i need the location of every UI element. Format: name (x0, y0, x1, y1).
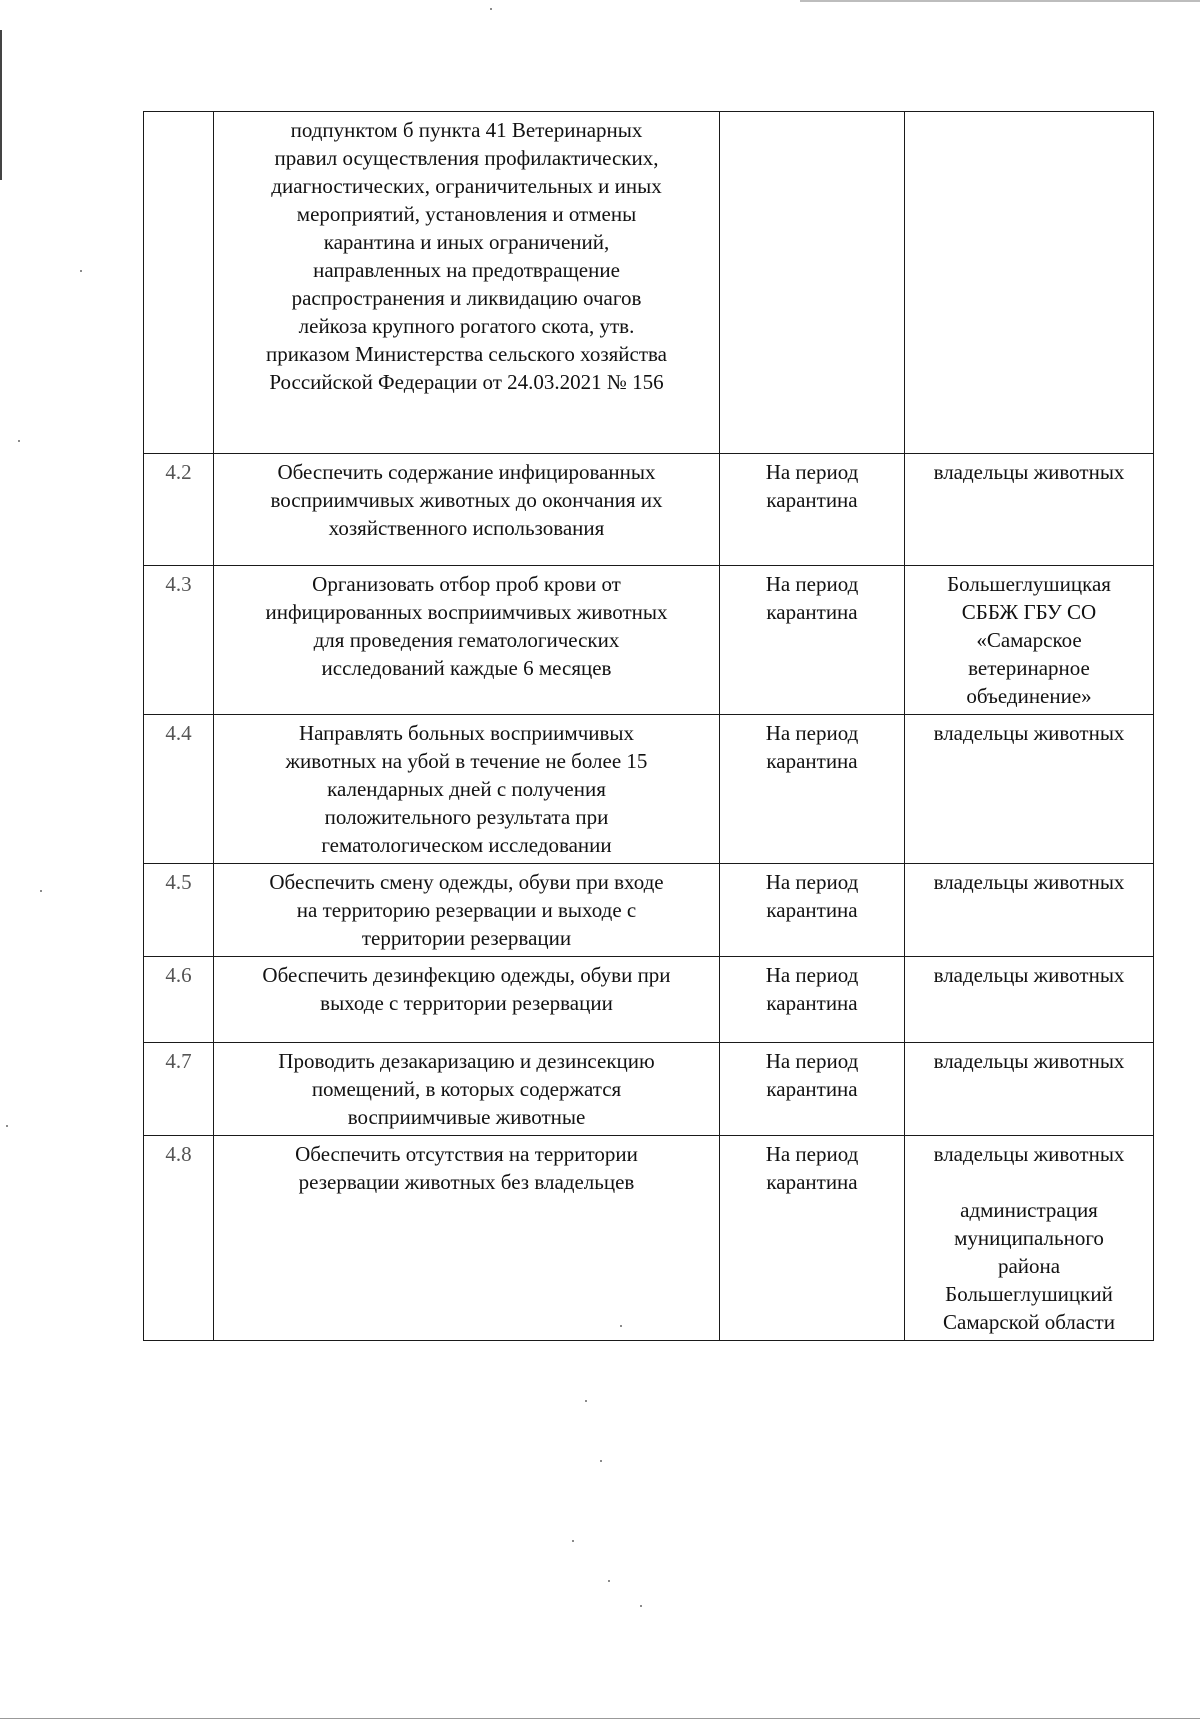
responsible-line: района (997, 1254, 1061, 1278)
term-cell (720, 715, 905, 864)
responsible-cell (905, 566, 1154, 715)
responsible-line: «Самарское (976, 628, 1082, 652)
responsible-cell (905, 454, 1154, 566)
scan-left-edge (0, 30, 8, 180)
term-line: На период (765, 460, 859, 484)
spacer (911, 1168, 1147, 1196)
action-line: распространения и ликвидацию очагов (291, 286, 642, 310)
action-line: Направлять больных восприимчивых (298, 721, 635, 745)
row-number: 4.8 (144, 1136, 214, 1341)
action-cell (214, 566, 720, 715)
responsible-line: владельцы животных (933, 1049, 1125, 1073)
scan-speck (6, 1125, 8, 1127)
term-cell (720, 957, 905, 1043)
responsible-line: Большеглушицкая (947, 572, 1111, 596)
action-line: лейкоза крупного рогатого скота, утв. (298, 314, 635, 338)
term-cell (720, 566, 905, 715)
responsible-line: муниципального (954, 1226, 1104, 1250)
action-line: инфицированных восприимчивых животных (265, 600, 668, 624)
term-cell (720, 454, 905, 566)
action-line: Российской Федерации от 24.03.2021 № 156 (269, 370, 664, 394)
table-row (144, 1043, 1154, 1136)
scan-speck (608, 1580, 610, 1582)
action-cell (214, 864, 720, 957)
action-cell (214, 112, 720, 454)
scan-speck (585, 1400, 587, 1402)
term-cell (720, 112, 905, 454)
action-cell (214, 1136, 720, 1341)
action-line: на территорию резервации и выходе с (296, 898, 637, 922)
responsible-cell (905, 715, 1154, 864)
term-line: На период (765, 1049, 859, 1073)
action-line: подпунктом б пункта 41 Ветеринарных (290, 118, 643, 142)
row-number: 4.6 (144, 957, 214, 1043)
action-line: хозяйственного использования (328, 516, 605, 540)
action-line: направленных на предотвращение (313, 258, 620, 282)
table-row (144, 1136, 1154, 1341)
responsible-line: владельцы животных (933, 963, 1125, 987)
action-line: мероприятий, установления и отмены (296, 202, 637, 226)
action-line: правил осуществления профилактических, (274, 146, 659, 170)
action-cell (214, 454, 720, 566)
term-line: карантина (766, 600, 858, 624)
scan-speck (640, 1605, 642, 1607)
responsible-line: Большеглушицкий (945, 1282, 1113, 1306)
action-line: помещений, в которых содержатся (311, 1077, 622, 1101)
action-cell (214, 1043, 720, 1136)
action-line: положительного результата при (324, 805, 609, 829)
measures-table (143, 111, 1154, 1341)
scan-bottom-edge (0, 1718, 1200, 1719)
term-cell (720, 864, 905, 957)
table-row (144, 957, 1154, 1043)
action-cell (214, 715, 720, 864)
responsible-line: владельцы животных (933, 460, 1125, 484)
responsible-cell (905, 1136, 1154, 1341)
scan-top-edge (800, 0, 1200, 2)
scan-speck (80, 270, 82, 272)
action-line: приказом Министерства сельского хозяйства (265, 342, 667, 366)
responsible-line: Самарской области (943, 1310, 1115, 1334)
action-line: гематологическом исследовании (321, 833, 612, 857)
action-line: исследований каждые 6 месяцев (321, 656, 612, 680)
term-line: На период (765, 870, 859, 894)
action-line: для проведения гематологических (313, 628, 620, 652)
action-line: резервации животных без владельцев (298, 1170, 635, 1194)
row-number: 4.3 (144, 566, 214, 715)
action-cell (214, 957, 720, 1043)
row-number (144, 112, 214, 454)
action-line: животных на убой в течение не более 15 (285, 749, 648, 773)
term-line: карантина (766, 749, 858, 773)
scan-speck (572, 1540, 574, 1542)
table-row (144, 715, 1154, 864)
term-line: карантина (766, 991, 858, 1015)
term-line: карантина (766, 1170, 858, 1194)
responsible-cell (905, 957, 1154, 1043)
responsible-line: администрация (960, 1198, 1098, 1222)
action-line: диагностических, ограничительных и иных (271, 174, 662, 198)
table-row (144, 454, 1154, 566)
responsible-line: владельцы животных (933, 870, 1125, 894)
table-row (144, 864, 1154, 957)
action-line: Проводить дезакаризацию и дезинсекцию (278, 1049, 655, 1073)
row-number: 4.2 (144, 454, 214, 566)
scan-speck (490, 8, 492, 10)
action-line: восприимчивые животные (347, 1105, 586, 1129)
responsible-line: владельцы животных (933, 721, 1125, 745)
term-cell (720, 1136, 905, 1341)
responsible-line: владельцы животных (933, 1142, 1125, 1166)
responsible-cell (905, 864, 1154, 957)
action-line: Организовать отбор проб крови от (312, 572, 621, 596)
action-line: карантина и иных ограничений, (323, 230, 610, 254)
action-line: Обеспечить содержание инфицированных (277, 460, 656, 484)
scan-speck (40, 890, 42, 892)
responsible-line: СББЖ ГБУ СО (961, 600, 1097, 624)
table-row (144, 566, 1154, 715)
responsible-cell (905, 112, 1154, 454)
term-line: карантина (766, 1077, 858, 1101)
row-number: 4.4 (144, 715, 214, 864)
responsible-line: ветеринарное (968, 656, 1090, 680)
row-number: 4.7 (144, 1043, 214, 1136)
term-cell (720, 1043, 905, 1136)
scan-speck (600, 1460, 602, 1462)
action-line: выходе с территории резервации (320, 991, 613, 1015)
term-line: карантина (766, 488, 858, 512)
term-line: На период (765, 572, 859, 596)
term-line: На период (765, 1142, 859, 1166)
term-line: На период (765, 721, 859, 745)
term-line: карантина (766, 898, 858, 922)
action-line: Обеспечить дезинфекцию одежды, обуви при (262, 963, 671, 987)
action-line: территории резервации (361, 926, 572, 950)
action-line: Обеспечить отсутствия на территории (295, 1142, 638, 1166)
term-line: На период (765, 963, 859, 987)
row-number: 4.5 (144, 864, 214, 957)
responsible-cell (905, 1043, 1154, 1136)
responsible-line: объединение» (966, 684, 1092, 708)
action-line: календарных дней с получения (327, 777, 606, 801)
action-line: восприимчивых животных до окончания их (270, 488, 663, 512)
scan-speck (18, 440, 20, 442)
action-line: Обеспечить смену одежды, обуви при входе (269, 870, 664, 894)
table-row (144, 112, 1154, 454)
